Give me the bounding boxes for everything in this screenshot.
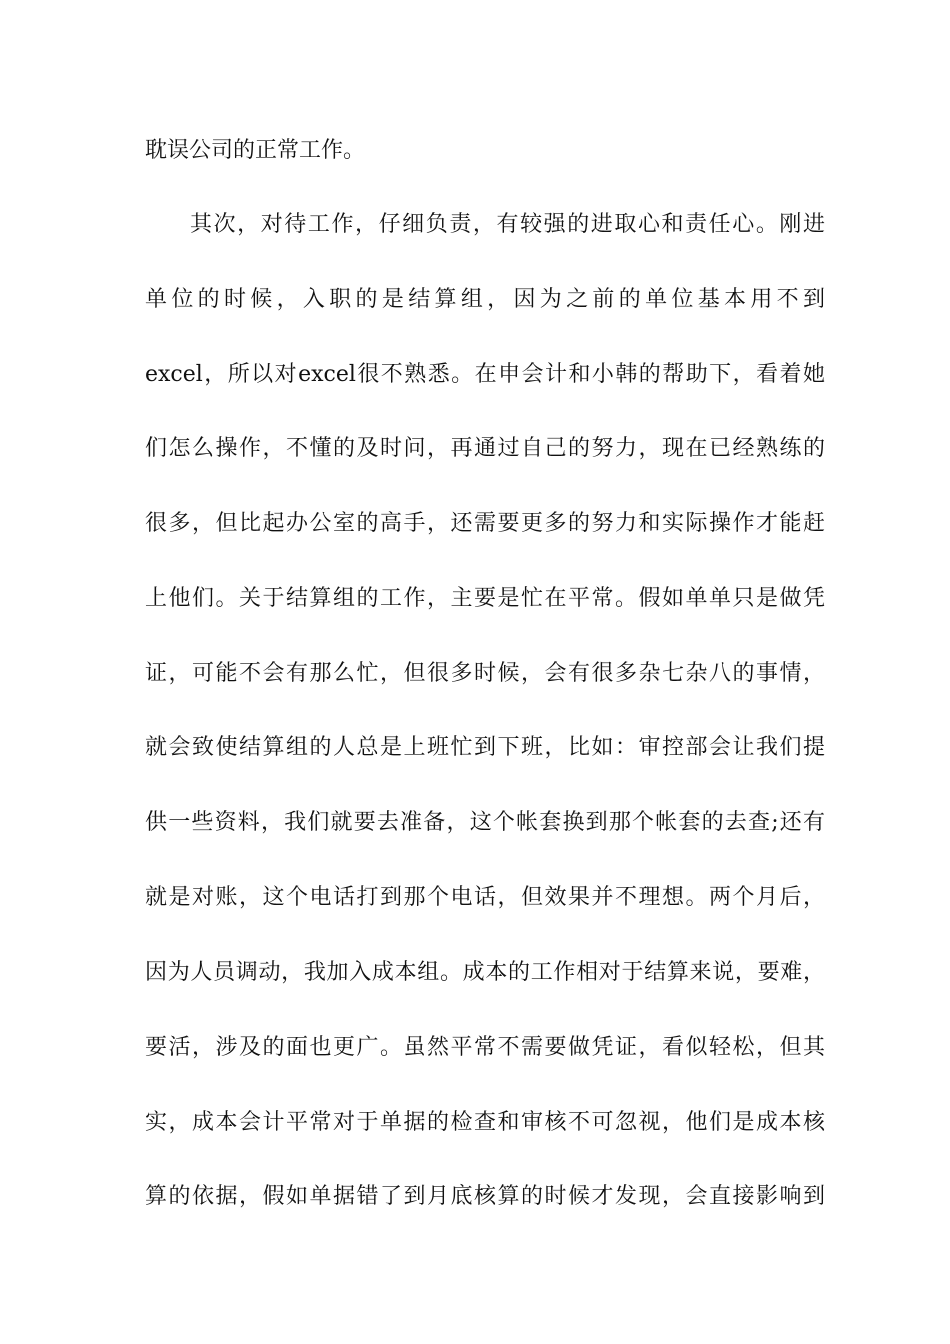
text-line-14: 实，成本会计平常对于单据的检查和审核不可忽视，他们是成本核 [145,1110,825,1135]
text-line-4: excel，所以对excel很不熟悉。在申会计和小韩的帮助下，看着她 [145,362,825,387]
text-line-11: 就是对账，这个电话打到那个电话，但效果并不理想。两个月后， [145,885,825,910]
text-line-1: 耽误公司的正常工作。 [145,138,366,163]
text-line-13: 要活，涉及的面也更广。虽然平常不需要做凭证，看似轻松，但其 [145,1035,825,1060]
text-line-15: 算的依据，假如单据错了到月底核算的时候才发现，会直接影响到 [145,1184,825,1209]
text-line-3: 单位的时候，入职的是结算组，因为之前的单位基本用不到 [145,287,825,312]
text-line-10: 供一些资料，我们就要去准备，这个帐套换到那个帐套的去查;还有 [145,810,825,835]
text-line-6: 很多，但比起办公室的高手，还需要更多的努力和实际操作才能赶 [145,511,825,536]
text-line-2: 其次，对待工作，仔细负责，有较强的进取心和责任心。刚进 [190,212,825,237]
text-line-5: 们怎么操作，不懂的及时问，再通过自己的努力，现在已经熟练的 [145,436,825,461]
text-line-12: 因为人员调动，我加入成本组。成本的工作相对于结算来说，要难， [145,960,825,985]
text-line-7: 上他们。关于结算组的工作，主要是忙在平常。假如单单只是做凭 [145,586,825,611]
text-line-9: 就会致使结算组的人总是上班忙到下班，比如：审控部会让我们提 [145,735,825,760]
text-line-8: 证，可能不会有那么忙，但很多时候，会有很多杂七杂八的事情， [145,661,825,686]
